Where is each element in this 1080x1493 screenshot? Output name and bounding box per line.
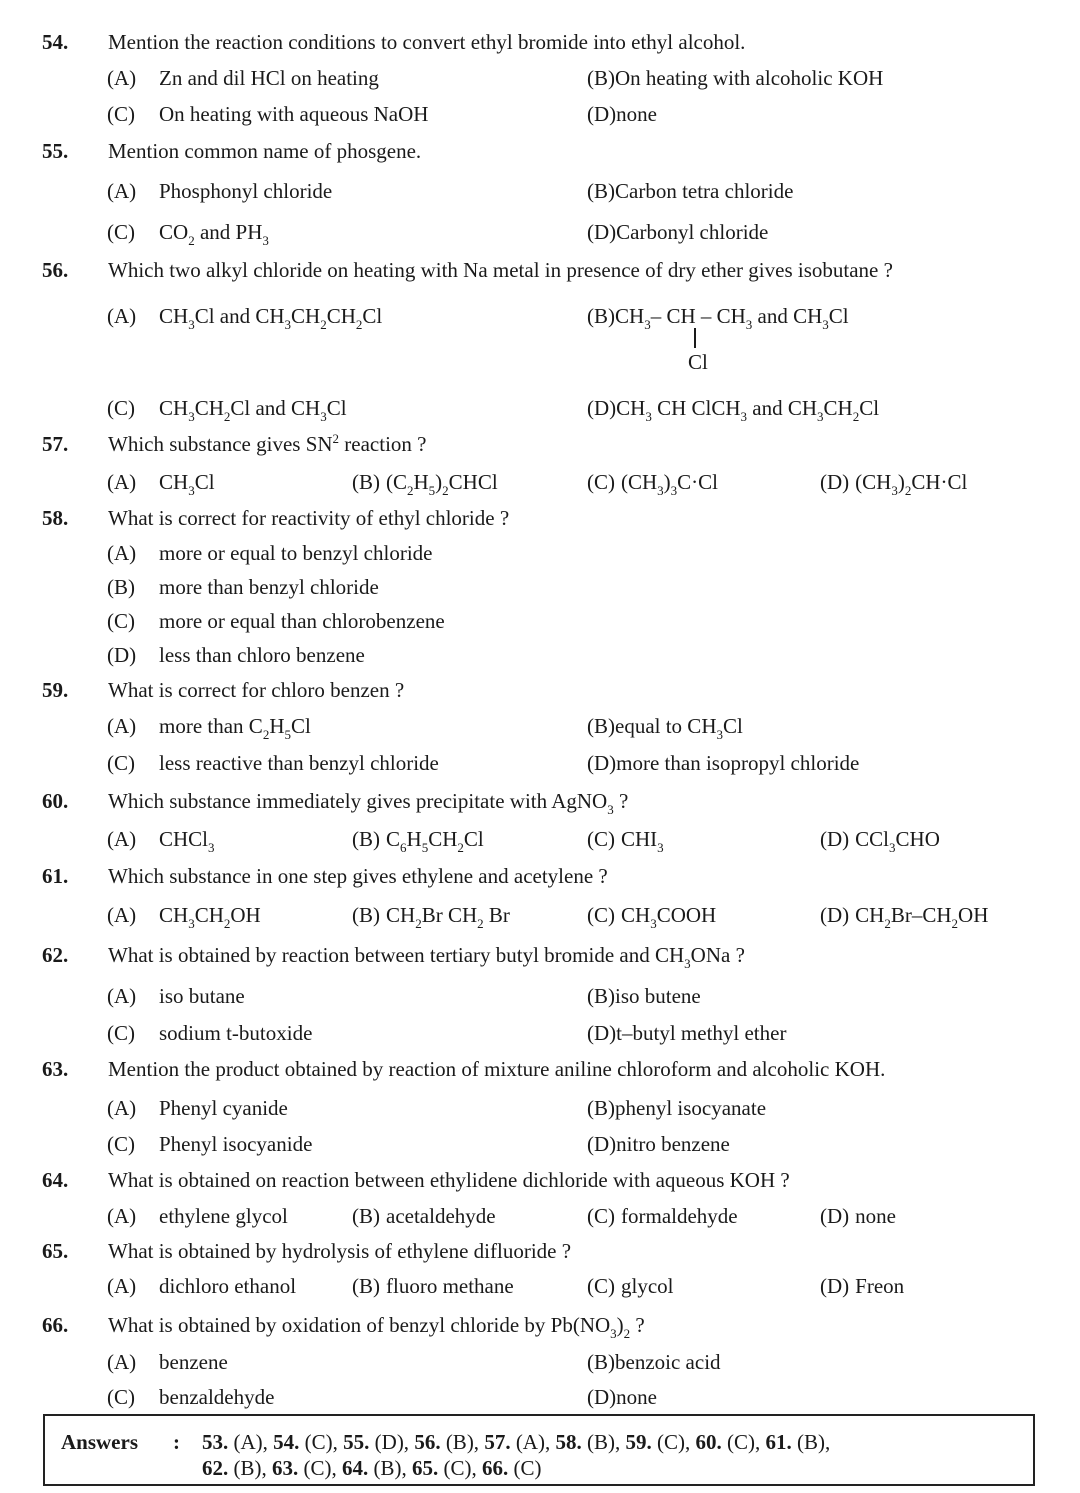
option-c [107,1132,312,1157]
question-number: 60. [42,789,69,813]
answer-key-box [43,1414,1035,1486]
option-text: ethylene glycol [159,1204,288,1228]
option-text: $CH_3CH_2Cl$ and $CH_3Cl$ [159,396,347,424]
option-text: nitro benzene [616,1132,730,1156]
option-d [587,1021,786,1046]
option-label: (A) [107,470,137,494]
option-text: benzoic acid [615,1350,721,1374]
option-b [352,1274,514,1299]
option-label: (D) [587,396,617,420]
question-number: 65. [42,1239,69,1263]
answer-item: 53. (A), [202,1430,274,1454]
answer-item: 57. (A), [484,1430,556,1454]
option-label: (D) [587,220,617,244]
answer-item: 60. (C), [695,1430,766,1454]
answer-item: 58. (B), [555,1430,626,1454]
option-a [107,1204,288,1229]
option-text: sodium t-butoxide [159,1021,313,1045]
option-b [587,179,793,204]
answer-item: 66. (C) [482,1456,542,1480]
option-d [587,102,657,127]
option-text: $CO_2$ and $PH_3$ [159,220,269,248]
option-label: (B) [587,179,615,203]
option-b [587,984,701,1009]
branch-substituent: Cl [688,350,708,374]
option-a [107,903,261,931]
answer-item: 62. (B), [202,1456,272,1480]
option-a [107,66,379,91]
option-text: glycol [621,1274,674,1298]
question-text: What is obtained by reaction between tertiary butyl bromide and $CH_3ONa$ ? [108,943,745,971]
question-text: Mention the product obtained by reaction of mixture aniline chloroform and alcoholic KOH. [108,1057,886,1081]
option-text: fluoro methane [386,1274,514,1298]
answer-item: 55. (D), [343,1430,415,1454]
option-label: (C) [107,751,135,775]
option-c [587,1274,674,1299]
option-text: t–butyl methyl ether [616,1021,787,1045]
bond-line [694,328,696,348]
option-b [587,714,743,742]
question-number: 66. [42,1313,69,1337]
option-label: (D) [587,1021,617,1045]
option-c [107,1021,312,1046]
option-b [352,1204,496,1229]
option-a [107,179,332,204]
option-text: more or equal to benzyl chloride [159,541,433,565]
option-text: dichloro ethanol [159,1274,297,1298]
option-b [352,470,498,498]
option-b [587,1350,721,1375]
option-label: (A) [107,304,137,328]
option-b [587,304,849,332]
option-text: $(C_2H_5)_2CHCl$ [386,470,498,498]
option-text: more or equal than chlorobenzene [159,609,445,633]
option-d [587,220,768,245]
option-label: (C) [107,1021,135,1045]
option-b [352,827,484,855]
answers-line-2 [202,1456,542,1481]
option-c [587,470,719,498]
option-d [820,470,968,498]
option-label: (C) [587,827,615,851]
option-c [107,609,445,634]
option-c [587,1204,738,1229]
option-label: (B) [587,714,615,738]
option-text: acetaldehyde [386,1204,496,1228]
option-text: CCl$_3$CHO [855,827,940,855]
option-text: phenyl isocyanate [615,1096,767,1120]
question-text: Which substance immediately gives precipitate with AgNO$_3$ ? [108,789,629,817]
option-text: $(CH_3)_3C\cdot Cl$ [621,470,719,498]
option-a [107,470,215,498]
option-text: formaldehyde [621,1204,738,1228]
question-number: 59. [42,678,69,702]
question-text: What is obtained by oxidation of benzyl chloride by $Pb(NO_3)_2$ ? [108,1313,645,1341]
question-text: Which two alkyl chloride on heating with Na metal in presence of dry ether gives isobutane ? [108,258,893,282]
question-number: 58. [42,506,69,530]
question-text: Which substance gives $SN^2$ reaction ? [108,431,427,456]
option-b [352,903,510,931]
option-label: (A) [107,903,137,927]
option-d [587,1385,657,1410]
option-label: (A) [107,1096,137,1120]
option-text: $CH_3COOH$ [621,903,717,931]
question-text: Which substance in one step gives ethylene and acetylene ? [108,864,608,888]
answers-line-1 [202,1430,830,1455]
option-text: benzaldehyde [159,1385,275,1409]
option-label: (D) [587,1132,617,1156]
option-label: (C) [107,1132,135,1156]
option-c [107,102,428,127]
option-text: more than isopropyl chloride [616,751,860,775]
option-text: On heating with aqueous NaOH [159,102,429,126]
option-text: Freon [855,1274,905,1298]
option-b [107,575,379,600]
question-text: Mention common name of phosgene. [108,139,422,163]
option-label: (B) [587,1096,615,1120]
option-label: (C) [107,1385,135,1409]
option-label: (A) [107,827,137,851]
question-number: 62. [42,943,69,967]
answer-item: 56. (B), [414,1430,485,1454]
option-text: $CH_3Cl$ and $CH_3CH_2CH_2Cl$ [159,304,383,332]
option-text: Phenyl isocyanide [159,1132,313,1156]
option-a [107,827,215,855]
option-text: less than chloro benzene [159,643,365,667]
option-label: (C) [107,220,135,244]
option-label: (A) [107,1350,137,1374]
option-c [107,1385,274,1410]
question-text: What is correct for chloro benzen ? [108,678,405,702]
answer-item: 54. (C), [273,1430,344,1454]
option-label: (D) [587,1385,617,1409]
option-label: (B) [587,66,615,90]
option-text: less reactive than benzyl chloride [159,751,439,775]
option-label: (C) [107,102,135,126]
answers-colon: : [173,1430,180,1454]
option-text: Carbonyl chloride [616,220,769,244]
option-label: (B) [352,1274,380,1298]
option-b [587,66,883,91]
option-text: On heating with alcoholic KOH [615,66,884,90]
option-d [587,396,880,424]
option-label: (D) [820,1204,850,1228]
option-text: iso butene [615,984,701,1008]
option-text: none [616,1385,657,1409]
option-text: Zn and dil HCl on heating [159,66,379,90]
option-label: (A) [107,179,137,203]
option-text: benzene [159,1350,228,1374]
option-text: more than benzyl chloride [159,575,379,599]
option-text: none [855,1204,896,1228]
option-label: (A) [107,66,137,90]
option-label: (B) [107,575,135,599]
option-d [587,1132,730,1157]
option-c [587,827,664,855]
option-text: none [616,102,657,126]
option-label: (B) [352,470,380,494]
option-label: (A) [107,541,137,565]
option-text: $CH_3CH_2OH$ [159,903,261,931]
option-label: (D) [820,1274,850,1298]
answer-item: 64. (B), [342,1456,412,1480]
option-label: (B) [587,304,615,328]
option-b [587,1096,766,1121]
option-label: (D) [587,102,617,126]
option-text: iso butane [159,984,245,1008]
option-label: (C) [107,396,135,420]
answer-item: 65. (C), [412,1456,482,1480]
answer-item: 63. (C), [272,1456,342,1480]
option-c [107,220,269,248]
answer-item: 61. (B), [765,1430,831,1454]
option-text: $CH_3-$ CH – $CH_3$ and $CH_3Cl$ [615,304,849,332]
option-label: (B) [587,1350,615,1374]
option-d [820,903,989,931]
option-text: Phosphonyl chloride [159,179,333,203]
option-d [587,751,859,776]
answer-item: 59. (C), [625,1430,696,1454]
option-text: $CH_3Cl$ [159,470,215,498]
option-label: (D) [107,643,137,667]
option-a [107,541,432,566]
option-c [107,751,439,776]
question-text: What is obtained by hydrolysis of ethylene difluoride ? [108,1239,572,1263]
question-number: 57. [42,432,69,456]
option-text: $CHI_3$ [621,827,664,855]
option-label: (D) [820,470,850,494]
option-label: (B) [352,827,380,851]
option-d [107,643,365,668]
question-text: Mention the reaction conditions to convert ethyl bromide into ethyl alcohol. [108,30,746,54]
option-label: (A) [107,1274,137,1298]
option-label: (C) [107,609,135,633]
option-label: (B) [352,903,380,927]
option-label: (C) [587,1274,615,1298]
option-label: (D) [820,903,850,927]
option-a [107,304,383,332]
question-number: 64. [42,1168,69,1192]
option-d [820,827,940,855]
option-label: (B) [352,1204,380,1228]
option-label: (C) [587,903,615,927]
question-text: What is obtained on reaction between ethylidene dichloride with aqueous KOH ? [108,1168,790,1192]
option-text: $C_6H_5CH_2Cl$ [386,827,484,855]
option-text: Phenyl cyanide [159,1096,288,1120]
question-number: 61. [42,864,69,888]
option-d [820,1274,904,1299]
question-number: 56. [42,258,69,282]
option-c [587,903,717,931]
option-c [107,396,347,424]
option-a [107,1096,288,1121]
option-text: more than $C_2H_5Cl$ [159,714,311,742]
option-label: (D) [587,751,617,775]
option-a [107,1350,228,1375]
option-label: (B) [587,984,615,1008]
option-text: $CH_2Br-CH_2OH$ [855,903,989,931]
option-a [107,984,245,1009]
option-label: (C) [587,1204,615,1228]
option-text: $CH_2Br$ $CH_2$ Br [386,903,510,931]
answers-label: Answers [61,1430,138,1454]
option-a [107,1274,296,1299]
option-label: (A) [107,1204,137,1228]
option-label: (A) [107,714,137,738]
question-number: 54. [42,30,69,54]
question-number: 63. [42,1057,69,1081]
option-label: (D) [820,827,850,851]
option-text: $(CH_3)_2CH\cdot Cl$ [855,470,968,498]
option-text: CHCl$_3$ [159,827,215,855]
option-text: equal to $CH_3Cl$ [615,714,743,742]
question-text: What is correct for reactivity of ethyl chloride ? [108,506,510,530]
option-label: (C) [587,470,615,494]
option-label: (A) [107,984,137,1008]
question-number: 55. [42,139,69,163]
option-text: $CH_3$ CH ClCH$_3$ and $CH_3CH_2Cl$ [616,396,880,424]
option-d [820,1204,896,1229]
option-a [107,714,311,742]
option-text: Carbon tetra chloride [615,179,794,203]
